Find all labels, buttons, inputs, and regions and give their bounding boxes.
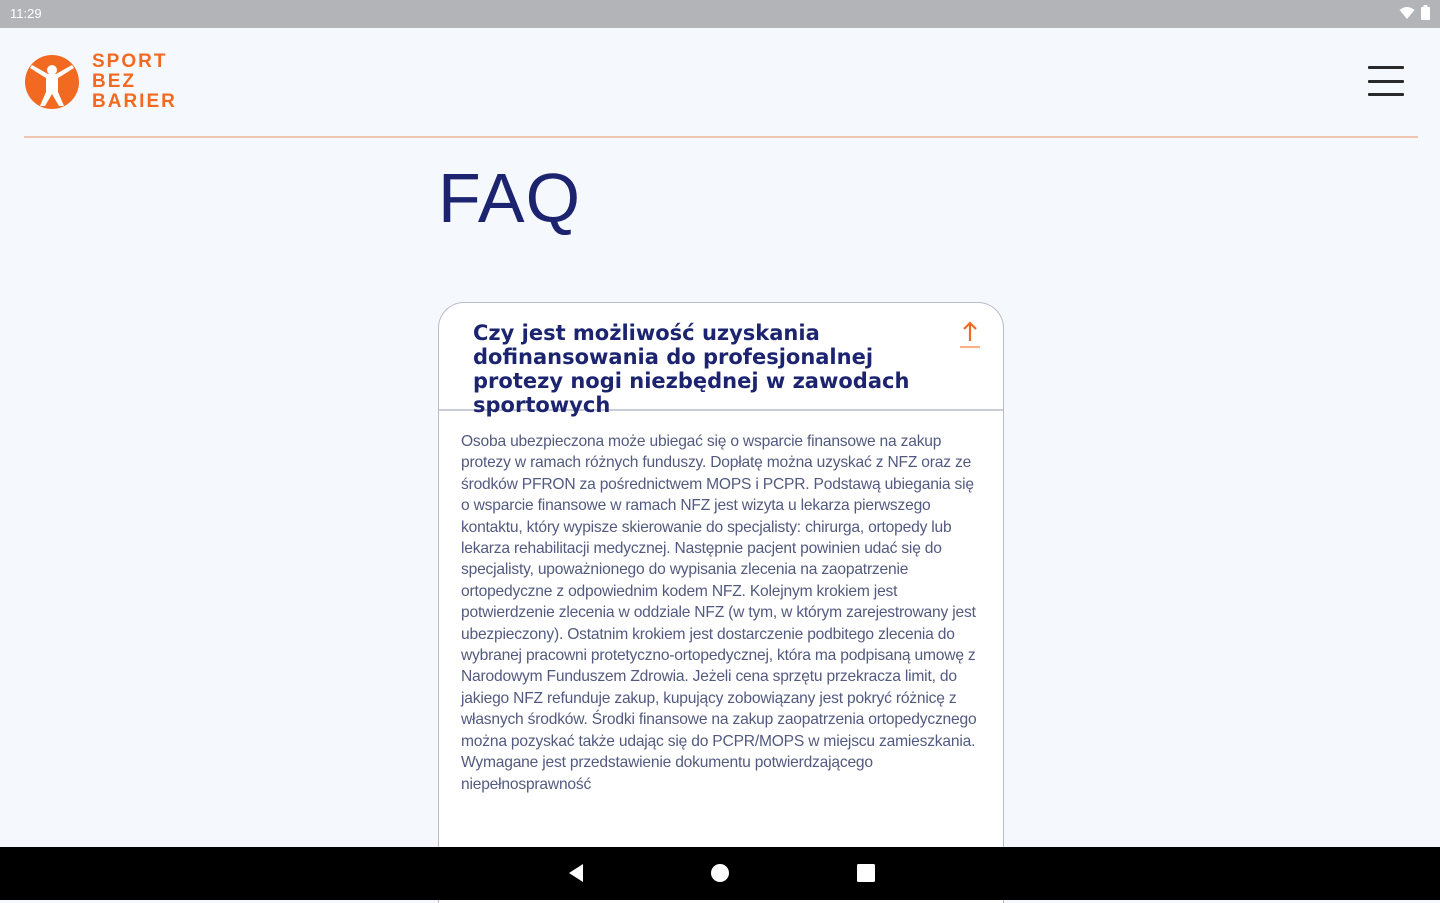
- page-title: FAQ: [438, 159, 582, 237]
- back-icon[interactable]: [566, 863, 586, 888]
- faq-item: [438, 302, 1004, 903]
- faq-answer: Osoba ubezpieczona może ubiegać się o wsparcie finansowe na zakup protezy w ramach różnych funduszy. Dopłatę można uzyskać z NFZ oraz ze środków PFRON za pośrednictwem MOPS i PCPR. Podstawą ubiegania się o wsparcie finansowe w ramach NFZ jest wizyta u lekarza pierwszego kontaktu, który wypisze skierowanie do specjalisty: chirurga, ortopedy lub lekarza rehabilitacji medycznej. Następnie pacjent powinien udać się do specjalisty, upoważnionego do wypisania zlecenia na zaopatrzenie ortopedyczne z odpowiednim kodem NFZ. Kolejnym krokiem jest potwierdzenie zlecenia w oddziale NFZ (w tym, w którym zarejestrowany jest ubezpieczony). Ostatnim krokiem jest dostarczenie podbitego zlecenia do wybranej pracowni protetyczno-ortopedycznej, która ma podpisaną umowę z Narodowym Funduszem Zdrowia. Jeżeli cena sprzętu przekracza limit, do jakiego NFZ refunduje zakup, kupujący zobowiązany jest pokryć różnicę z własnych środków. Środki finansowe na zakup zaopatrzenia ortopedycznego można pozyskać także udając się do PCPR/MOPS w miejscu zamieszkania. Wymagane jest przedstawienie dokumentu potwierdzającego niepełnosprawność: [461, 433, 977, 793]
- hamburger-menu-icon[interactable]: [1368, 66, 1404, 96]
- recents-icon[interactable]: [856, 863, 876, 888]
- status-time: 11:29: [10, 6, 42, 21]
- logo-line-2: BEZ: [92, 71, 136, 92]
- logo[interactable]: [24, 52, 214, 112]
- app-header: [24, 28, 1418, 138]
- logo-figure-icon: [24, 54, 80, 115]
- arrow-up-icon[interactable]: [959, 321, 981, 358]
- logo-text: [92, 52, 177, 112]
- faq-question-header[interactable]: [439, 303, 1003, 417]
- status-bar: [0, 0, 1440, 28]
- logo-line-1: SPORT: [92, 51, 168, 72]
- faq-question: Czy jest możliwość uzyskania dofinansowania do profesjonalnej protezy nogi niezbędnej w zawodach sportowych: [473, 321, 910, 417]
- status-icons: [1399, 5, 1430, 20]
- wifi-icon: [1399, 6, 1415, 20]
- battery-icon: [1421, 5, 1430, 20]
- logo-line-3: BARIER: [92, 91, 177, 112]
- navigation-bar: [0, 847, 1440, 900]
- home-icon[interactable]: [710, 863, 730, 888]
